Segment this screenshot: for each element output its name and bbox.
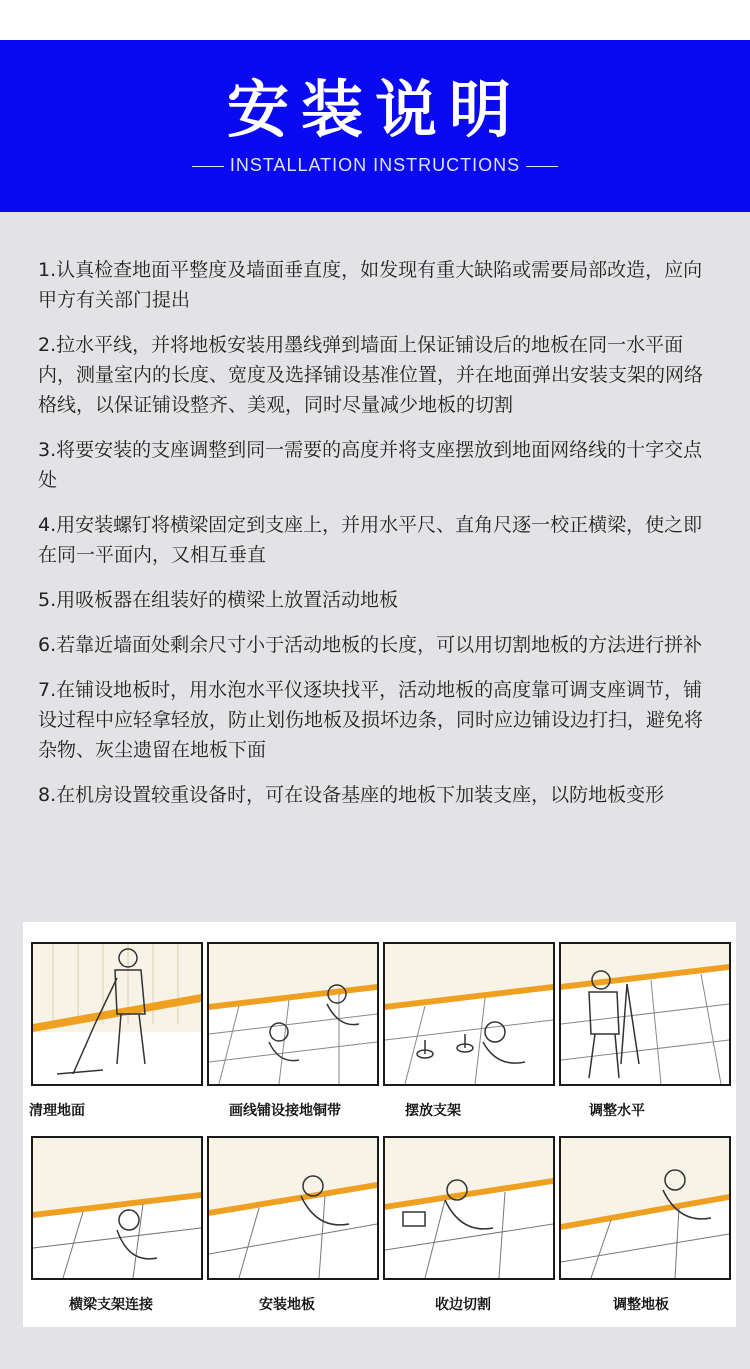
installation-illustrations [23, 922, 736, 1327]
instruction-step-2: 2.拉水平线，并将地板安装用墨线弹到墙面上保证铺设后的地板在同一水平面内，测量室内的长度、宽度及选择铺设基准位置，并在地面弹出安装支架的网络格线，以保证铺设整齐、美观，同时尽量减少地板的切割 [38, 334, 704, 416]
illustration-adjust-level [559, 942, 731, 1086]
caption-edge-cutting: 收边切割 [435, 1297, 491, 1313]
caption-beam-support: 横梁支架连接 [69, 1297, 153, 1313]
caption-clean-floor: 清理地面 [29, 1103, 85, 1119]
illustration-beam-support [31, 1136, 203, 1280]
caption-place-supports: 摆放支架 [405, 1103, 461, 1119]
caption-adjust-panel: 调整地板 [613, 1297, 669, 1313]
instruction-step-4: 4.用安装螺钉将横梁固定到支座上，并用水平尺、直角尺逐一校正横梁，使之即在同一平面内，又相互垂直 [38, 514, 703, 566]
page-subtitle [0, 152, 750, 178]
illustration-edge-cutting [383, 1136, 555, 1280]
caption-marking-grounding: 画线铺设接地铜带 [229, 1103, 341, 1119]
caption-adjust-level: 调整水平 [589, 1103, 645, 1119]
instruction-step-3: 3.将要安装的支座调整到同一需要的高度并将支座摆放到地面网络线的十字交点处 [38, 439, 703, 491]
instruction-list [38, 255, 713, 825]
illustration-adjust-panel [559, 1136, 731, 1280]
top-margin [0, 0, 750, 40]
instruction-step-5: 5.用吸板器在组装好的横梁上放置活动地板 [38, 589, 399, 611]
instruction-step-8: 8.在机房设置较重设备时，可在设备基座的地板下加装支座，以防地板变形 [38, 784, 665, 806]
header-banner [0, 40, 750, 212]
illustration-clean-floor [31, 942, 203, 1086]
illustration-marking-grounding [207, 942, 379, 1086]
subtitle-text: INSTALLATION INSTRUCTIONS [229, 155, 521, 175]
illustration-install-panel [207, 1136, 379, 1280]
instruction-step-7: 7.在铺设地板时，用水泡水平仪逐块找平，活动地板的高度靠可调支座调节，铺设过程中应轻拿轻放，防止划伤地板及损坏边条，同时应边铺设边打扫，避免将杂物、灰尘遗留在地板下面 [38, 679, 704, 761]
instruction-step-1: 1.认真检查地面平整度及墙面垂直度，如发现有重大缺陷或需要局部改造，应向甲方有关部门提出 [38, 259, 703, 311]
instruction-step-6: 6.若靠近墙面处剩余尺寸小于活动地板的长度，可以用切割地板的方法进行拼补 [38, 634, 703, 656]
subtitle-right-rule [526, 166, 558, 167]
page-title: 安装说明 [226, 73, 523, 146]
caption-install-panel: 安装地板 [259, 1297, 315, 1313]
illustration-place-supports [383, 942, 555, 1086]
subtitle-left-rule [192, 166, 224, 167]
